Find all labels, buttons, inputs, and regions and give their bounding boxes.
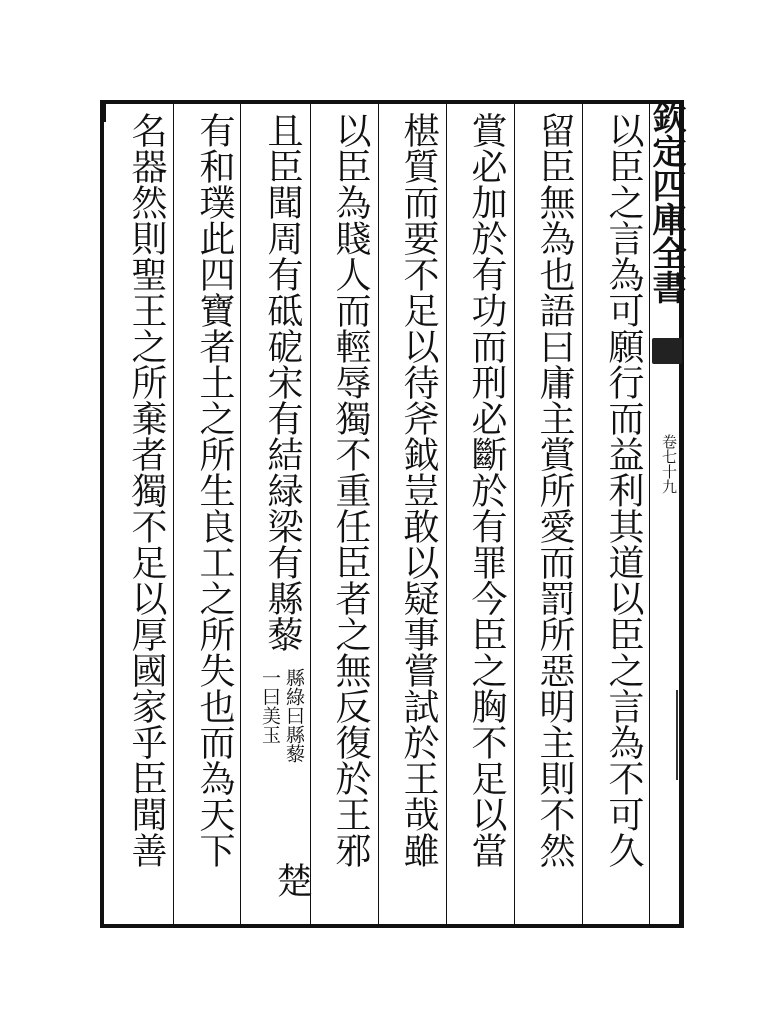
- interlinear-annotation: [255, 668, 309, 763]
- column-text: 以臣之言為可願行而益利其道以臣之言為不可久: [603, 112, 644, 868]
- text-column-6: [255, 112, 309, 922]
- margin-line: [676, 690, 678, 780]
- column-text: 賞必加於有功而刑必斷於有罪今臣之胸不足以當: [466, 112, 507, 868]
- annotation-left: 一曰美玉: [259, 668, 281, 744]
- text-column-8: [119, 112, 173, 922]
- column-rule: [173, 104, 174, 924]
- column-text: 且臣聞周有砥砨宋有結緑梁有縣藜: [262, 112, 303, 652]
- text-column-5: [323, 112, 377, 922]
- column-rule: [514, 104, 515, 924]
- margin-title: 欽定四庫全書: [646, 100, 686, 304]
- text-column-1: [596, 112, 650, 922]
- column-text: 有和璞此四寶者土之所生良工之所失也而為天下: [194, 112, 235, 868]
- corner-mark: [104, 104, 112, 122]
- column-tail-char: 楚: [271, 862, 312, 898]
- text-column-3: [459, 112, 513, 922]
- column-rule: [446, 104, 447, 924]
- column-text: 以臣為賤人而輕辱獨不重任臣者之無反復於王邪: [330, 112, 371, 868]
- column-rule: [310, 104, 311, 924]
- column-text: 椹質而要不足以待斧鉞豈敢以疑事嘗試於王哉雖: [398, 112, 439, 868]
- margin-juan: 卷七十九: [660, 434, 678, 494]
- column-rule: [378, 104, 379, 924]
- text-column-4: [391, 112, 445, 922]
- text-column-7: [187, 112, 241, 922]
- text-column-2: [527, 112, 581, 922]
- column-text: 名器然則聖王之所棄者獨不足以厚國家乎臣聞善: [126, 112, 167, 868]
- column-text: 留臣無為也語曰庸主賞所愛而罰所惡明主則不然: [534, 112, 575, 868]
- fish-tail-mark: [652, 338, 682, 364]
- column-rule: [582, 104, 583, 924]
- annotation-right: 縣綠曰縣藜: [283, 668, 305, 763]
